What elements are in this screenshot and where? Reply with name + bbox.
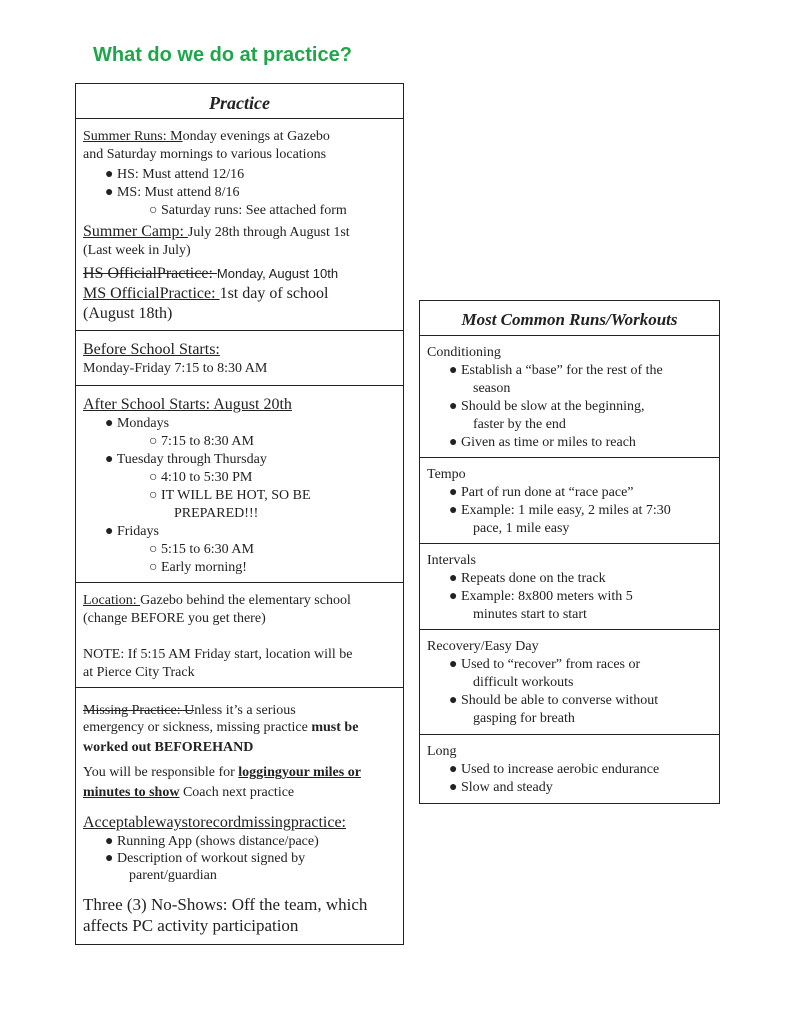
summer-camp-text-2: (Last week in July) — [83, 243, 191, 258]
tue-thu-bullet: ● Tuesday through Thursday — [105, 452, 267, 467]
missing-line-2 — [83, 719, 396, 736]
intervals-bullet-2-2: minutes start to start — [473, 607, 587, 622]
description-bullet: ● Description of workout signed by — [105, 851, 306, 866]
workouts-table-title: Most Common Runs/Workouts — [461, 310, 678, 329]
ms-practice-value-2: (August 18th) — [83, 305, 173, 322]
fridays-time: ○ 5:15 to 6:30 AM — [149, 542, 254, 557]
missing-line — [83, 702, 396, 719]
acceptable-label: Acceptablewaystorecordmissingpractice: — [83, 814, 346, 831]
recovery-bullet-1-2: difficult workouts — [473, 675, 574, 690]
recovery-label: Recovery/Easy Day — [427, 639, 539, 654]
tempo-section — [420, 457, 719, 543]
location-line — [83, 592, 396, 610]
conditioning-bullet-1-2: season — [473, 381, 511, 396]
ms-attend-bullet: ● MS: Must attend 8/16 — [105, 185, 240, 200]
no-shows-text: Three (3) No-Shows: Off the team, which — [83, 895, 368, 914]
worked-out-text: worked out BEFOREHAND — [83, 740, 254, 755]
long-label: Long — [427, 744, 457, 759]
coach-text: Coach next practice — [179, 785, 295, 800]
location-label: Location: — [83, 593, 141, 608]
summer-runs-line — [83, 128, 396, 146]
conditioning-section — [420, 335, 719, 457]
summer-runs-text: onday evenings at Gazebo — [182, 129, 330, 144]
before-school-label: Before School Starts: — [83, 341, 220, 358]
practice-table — [75, 83, 404, 945]
summer-section — [76, 118, 403, 330]
logging-text: loggingyour miles or — [238, 765, 361, 780]
summer-camp-label: Summer Camp: — [83, 223, 188, 240]
after-school-section — [76, 385, 403, 582]
hs-practice-value: Monday, August 10th — [216, 266, 339, 281]
conditioning-bullet-2-2: faster by the end — [473, 417, 566, 432]
conditioning-bullet-1: ● Establish a “base” for the rest of the — [449, 363, 663, 378]
conditioning-label: Conditioning — [427, 345, 501, 360]
recovery-bullet-1: ● Used to “recover” from races or — [449, 657, 641, 672]
tempo-bullet-2-2: pace, 1 mile easy — [473, 521, 570, 536]
missing-text: nless it’s a serious — [194, 703, 296, 718]
fridays-bullet: ● Fridays — [105, 524, 159, 539]
hs-practice-label: HS OfficialPractice: — [83, 265, 217, 282]
long-bullet-2: ● Slow and steady — [449, 780, 553, 795]
intervals-bullet-1: ● Repeats done on the track — [449, 571, 606, 586]
intervals-section — [420, 543, 719, 629]
practice-table-title: Practice — [209, 93, 270, 113]
intervals-label: Intervals — [427, 553, 476, 568]
hs-attend-bullet: ● HS: Must attend 12/16 — [105, 167, 245, 182]
workouts-table — [419, 300, 720, 804]
running-app-bullet: ● Running App (shows distance/pace) — [105, 834, 319, 849]
hot-warning: ○ IT WILL BE HOT, SO BE — [149, 488, 311, 503]
responsible-text: You will be responsible for — [83, 765, 239, 780]
location-note: NOTE: If 5:15 AM Friday start, location will be — [83, 647, 353, 662]
mondays-bullet: ● Mondays — [105, 416, 170, 431]
minutes-text: minutes to show — [83, 785, 180, 800]
ms-practice-value: 1st day of school — [219, 285, 329, 302]
tempo-bullet-1: ● Part of run done at “race pace” — [449, 485, 634, 500]
before-school-section — [76, 330, 403, 385]
must-be-text: must be — [311, 720, 359, 735]
tempo-label: Tempo — [427, 467, 466, 482]
recovery-bullet-2-2: gasping for breath — [473, 711, 575, 726]
summer-runs-text-2: and Saturday mornings to various locations — [83, 147, 327, 162]
location-text: Gazebo behind the elementary school — [140, 593, 351, 608]
conditioning-bullet-3: ● Given as time or miles to reach — [449, 435, 636, 450]
tempo-bullet-2: ● Example: 1 mile easy, 2 miles at 7:30 — [449, 503, 671, 518]
no-shows-text-2: affects PC activity participation — [83, 916, 299, 935]
ms-practice-line — [83, 284, 396, 304]
missing-label: Missing Practice: U — [83, 703, 195, 718]
saturday-runs-sub: ○ Saturday runs: See attached form — [149, 203, 347, 218]
summer-camp-line — [83, 222, 396, 242]
hot-warning-2: PREPARED!!! — [174, 506, 259, 521]
minutes-line — [83, 784, 396, 801]
conditioning-bullet-2: ● Should be slow at the beginning, — [449, 399, 645, 414]
recovery-bullet-2: ● Should be able to converse without — [449, 693, 659, 708]
long-bullet-1: ● Used to increase aerobic endurance — [449, 762, 660, 777]
summer-camp-text: July 28th through August 1st — [187, 225, 350, 240]
location-section — [76, 582, 403, 687]
ms-practice-label: MS OfficialPractice: — [83, 285, 220, 302]
location-note-2: at Pierce City Track — [83, 665, 195, 680]
long-section — [420, 734, 719, 803]
tue-thu-time: ○ 4:10 to 5:30 PM — [149, 470, 253, 485]
missing-text-2: emergency or sickness, missing practice — [83, 720, 312, 735]
mondays-time: ○ 7:15 to 8:30 AM — [149, 434, 254, 449]
responsible-line — [83, 764, 396, 781]
description-bullet-2: parent/guardian — [129, 868, 217, 883]
early-morning: ○ Early morning! — [149, 560, 247, 575]
page-heading: What do we do at practice? — [93, 44, 352, 66]
missing-section — [76, 687, 403, 944]
before-school-text: Monday-Friday 7:15 to 8:30 AM — [83, 361, 268, 376]
hs-practice-line — [83, 264, 396, 284]
recovery-section — [420, 629, 719, 734]
location-text-2: (change BEFORE you get there) — [83, 611, 266, 626]
summer-runs-label: Summer Runs: M — [83, 129, 183, 144]
intervals-bullet-2: ● Example: 8x800 meters with 5 — [449, 589, 633, 604]
after-school-label: After School Starts: August 20th — [83, 396, 292, 413]
